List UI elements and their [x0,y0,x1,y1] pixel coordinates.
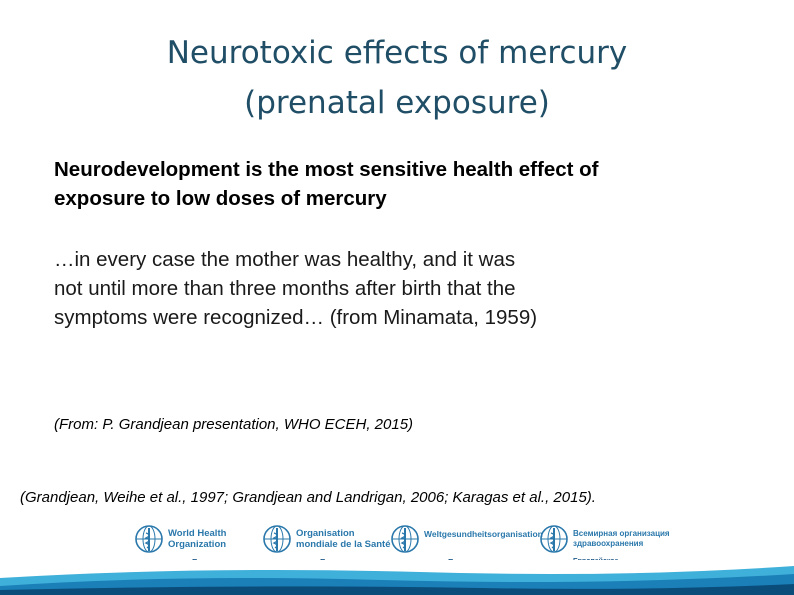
who-emblem-icon [539,524,569,554]
presentation-source: (From: P. Grandjean presentation, WHO ECEH, 2015) [54,416,414,433]
logo-3-line-1: Weltgesundheitsorganisation [424,529,543,539]
quote-line-2: not until more than three months after birth that the [54,277,516,300]
lead-statement [54,155,744,213]
quote-line-1: …in every case the mother was healthy, and it was [54,248,516,271]
lead-line-1: Neurodevelopment is the most sensitive health effect of [54,158,599,181]
minamata-quote [54,245,744,332]
logo-4-line-1: Всемирная организация [573,529,670,538]
slide-title [0,28,794,128]
quote-line-3: symptoms were recognized… (from Minamata, 1959) [54,306,538,329]
who-emblem-icon [390,524,420,554]
slide-title-line-1: Neurotoxic effects of mercury [166,35,628,71]
bottom-wave-band [0,560,794,595]
logo-4-line-2: здравоохранения [573,539,644,548]
logo-2-line-1: Organisation [296,528,355,539]
logo-2-line-2: mondiale de la Santé [296,538,391,550]
who-emblem-icon [134,524,164,554]
lead-line-2: exposure to low doses of mercury [54,187,387,210]
who-emblem-icon [262,524,292,554]
reference-list: (Grandjean, Weihe et al., 1997; Grandjean and Landrigan, 2006; Karagas et al., 2015). [20,489,596,506]
logo-1-line-2: Organization [168,538,227,550]
logo-1-line-1: World Health [168,528,227,539]
slide-title-line-2: (prenatal exposure) [244,85,550,121]
